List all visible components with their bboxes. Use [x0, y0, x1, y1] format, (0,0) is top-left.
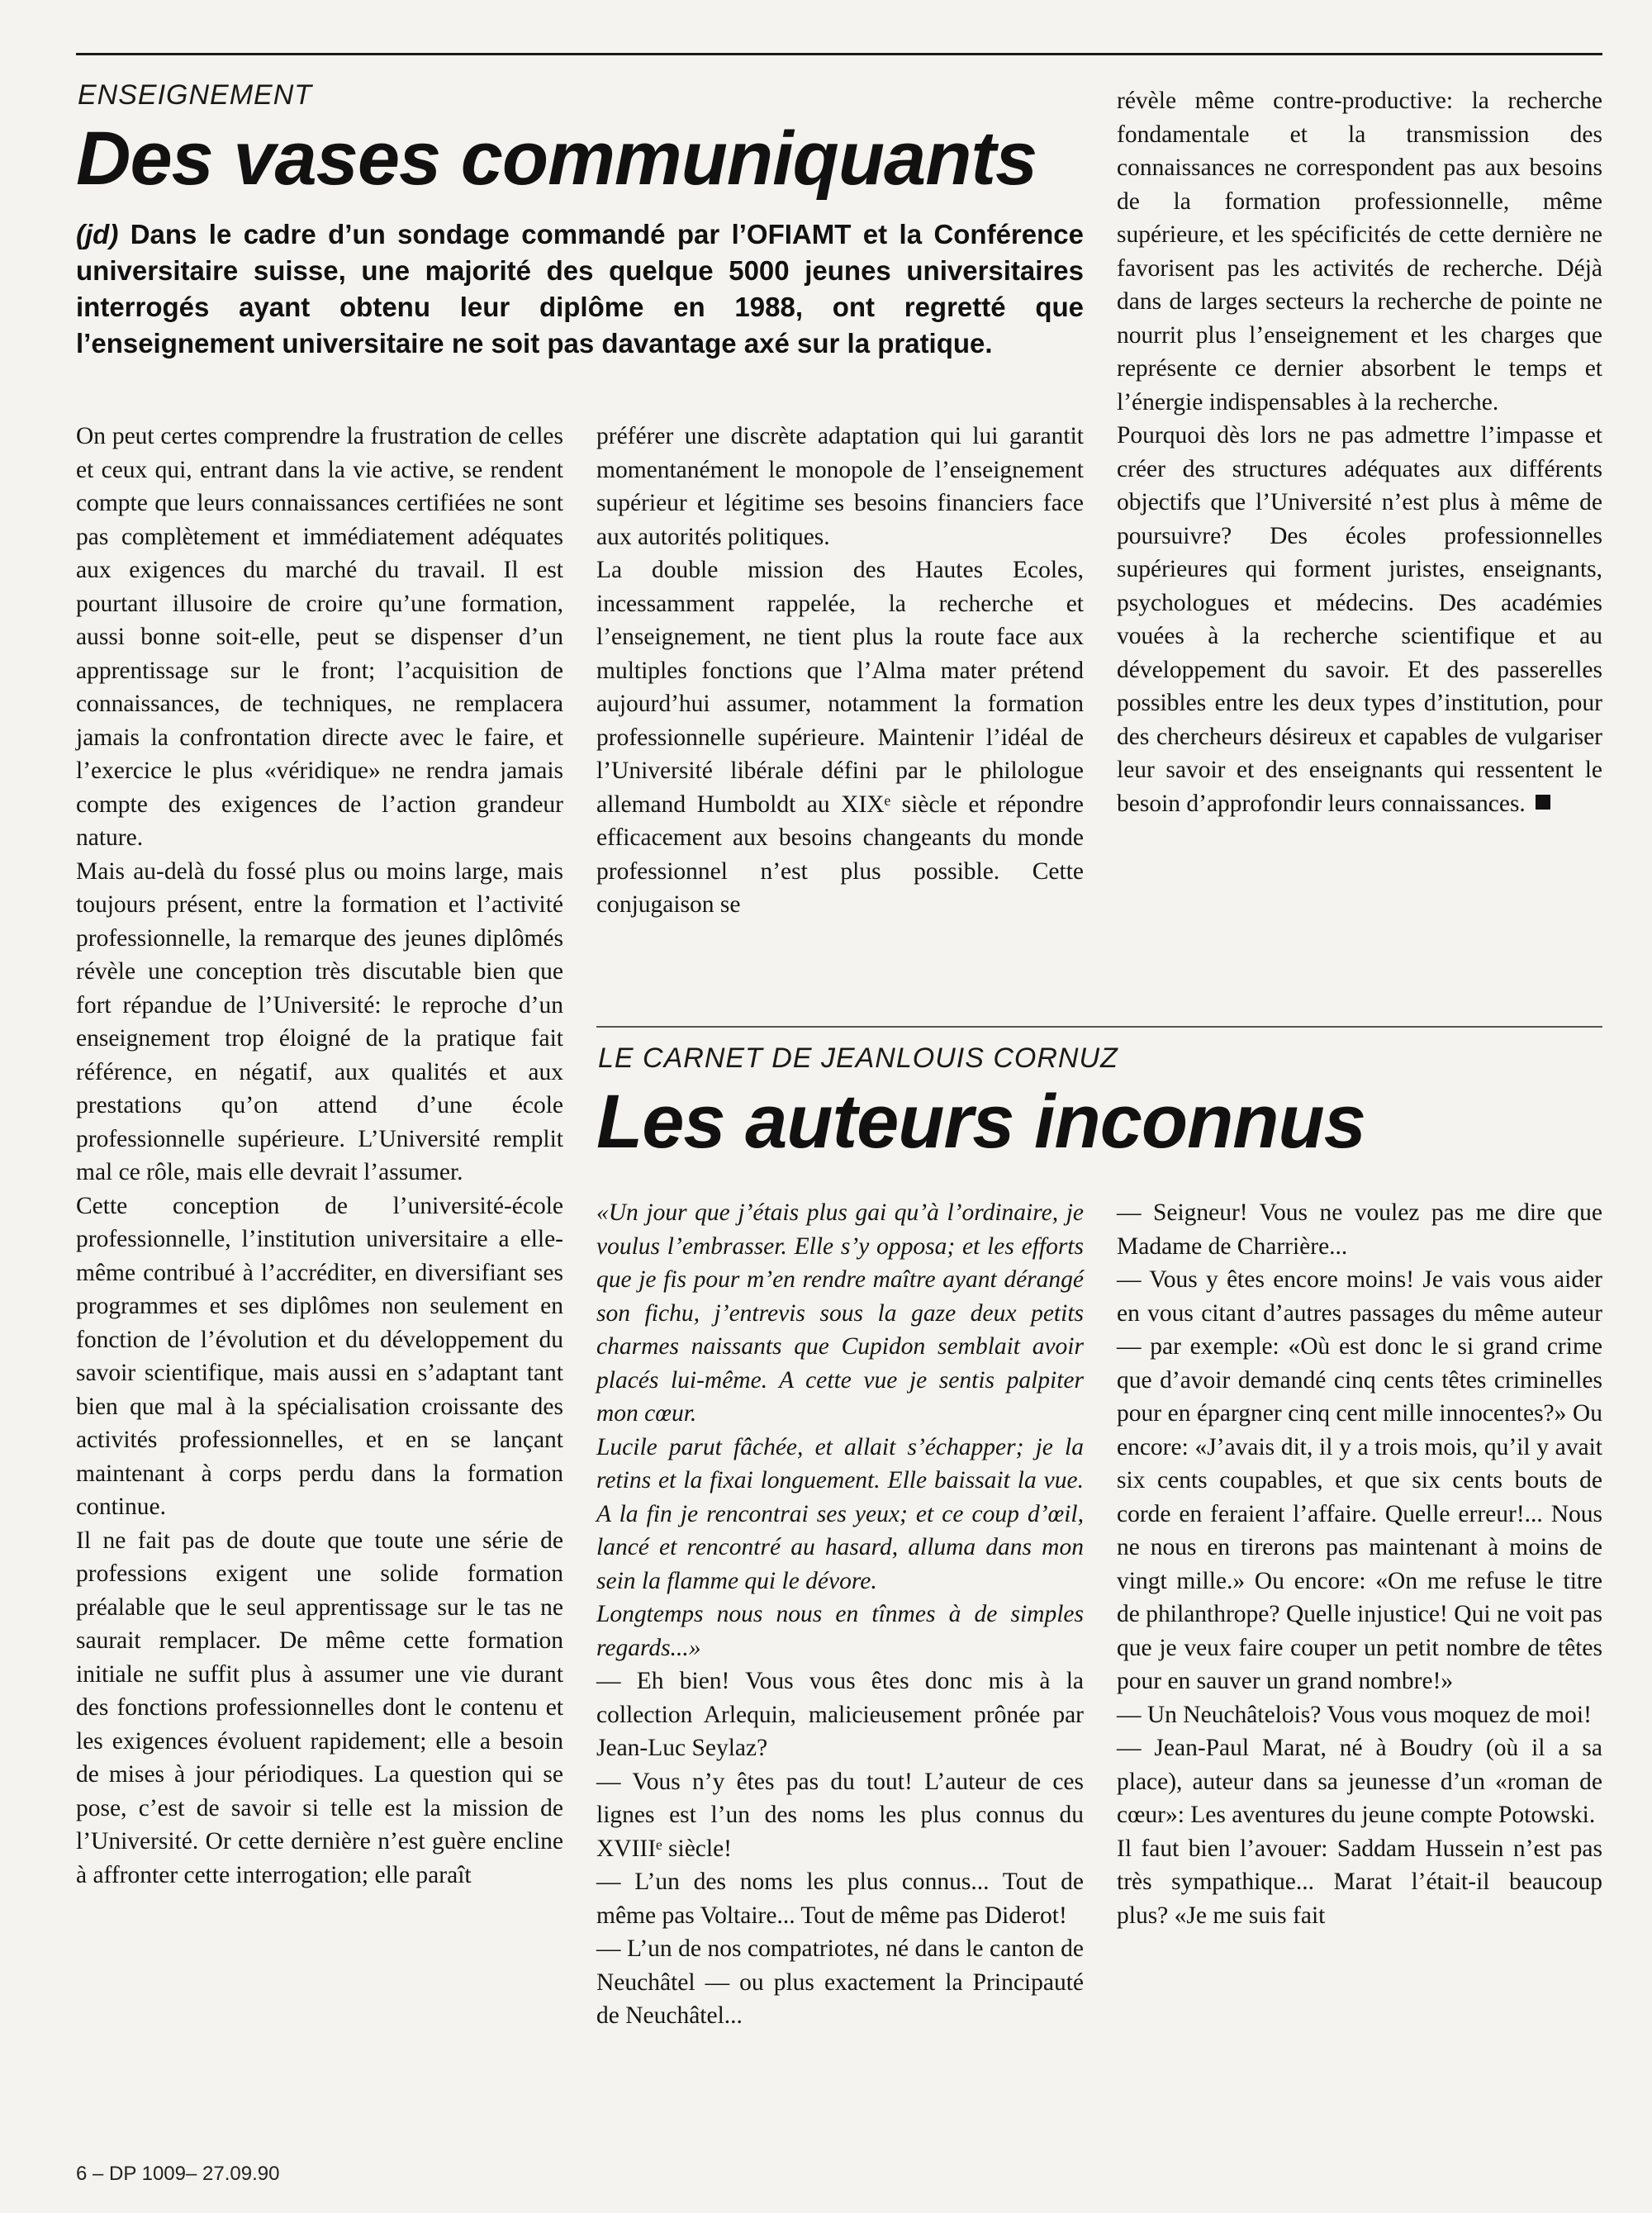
article-lead — [76, 216, 1084, 362]
paragraph: révèle même contre-productive: la recherche fondamentale et la transmission des connaissances ne correspondent pas aux besoins de la formation professionnelle, même supérieure, et les spécificités de cette dernière ne favorisent pas les activités de recherche. Déjà dans de larges secteurs la recherche de pointe ne nourrit plus l’enseignement et les charges que représente ce dernier absorbent le temps et l’énergie indispensables à la recherche. — [1117, 88, 1602, 416]
paragraph: préférer une discrète adaptation qui lui garantit momentanément le monopole de l’enseignement supérieur et légitime ses besoins financiers face aux autorités politiques. — [596, 423, 1084, 550]
paragraph: Cette conception de l’université-école professionnelle, l’institution universitaire a elle-même contribué à l’accréditer, en diversifiant ses programmes et ses diplômes non seulement en fonction de l’évolution et du développement du savoir scientifique, mais aussi en s’adaptant tant bien que mal à la spécialisation croissante des activités professionnelles, et en se lançant maintenant à corps perdu dans la formation continue. — [76, 1192, 563, 1520]
paragraph: — Un Neuchâtelois? Vous vous moquez de moi! — [1117, 1701, 1592, 1728]
paragraph: On peut certes comprendre la frustration de celles et ceux qui, entrant dans la vie active, se rendent compte que leurs connaissances certifiées ne sont pas complètement et immédiatement adéquates aux exigences du marché du travail. Il est pourtant illusoire de croire qu’une formation, aussi bonne soit-elle, peut se dispenser d’un apprentissage sur le front; l’acquisition de connaissances, de techniques, ne remplacera jamais la confrontation directe avec le faire, et l’exercice le plus «véridique» ne rendra jamais compte des exigences de l’action grandeur nature. — [76, 423, 563, 851]
paragraph: Longtemps nous nous en tînmes à de simples regards...» — [596, 1601, 1084, 1661]
end-of-article-mark — [1536, 795, 1550, 810]
carnet-column-1 — [596, 1196, 1084, 2033]
page-footer: 6 – DP 1009– 27.09.90 — [76, 2163, 280, 2185]
paragraph: Mais au-delà du fossé plus ou moins large, mais toujours présent, entre la formation et l’activité professionnelle, la remarque des jeunes diplômés révèle une conception très discutable bien que fort répandue de l’Université: le reproche d’un enseignement trop éloigné de la pratique fait référence, en négatif, aux qualités et aux prestations qu’on attend d’une école professionnelle supérieure. L’Université remplit mal ce rôle, mais elle devrait l’assumer. — [76, 857, 563, 1185]
paragraph: — Eh bien! Vous vous êtes donc mis à la collection Arlequin, malicieusement prônée par Jean-Luc Seylaz? — [596, 1668, 1084, 1761]
top-rule — [76, 53, 1602, 55]
lead-initials: (jd) — [76, 219, 119, 249]
paragraph: La double mission des Hautes Ecoles, incessamment rappelée, la recherche et l’enseignement, ne tient plus la route face aux multiples fonctions que l’Alma mater prétend aujourd’hui assumer, notamment la formation professionnelle supérieure. Maintenir l’idéal de l’Université libérale défini par le philologue allemand Humboldt au XIXᵉ siècle et répondre efficacement aux besoins changeants du monde professionnel n’est plus possible. Cette conjugaison se — [596, 557, 1084, 918]
paragraph-text: Pourquoi dès lors ne pas admettre l’impasse et créer des structures adéquates aux différents objectifs que l’Université n’est plus à même de poursuivre? Des écoles professionnelles supérieures qui forment juristes, enseignants, psychologues et médecins. Des académies vouées à la recherche scientifique et au développement du savoir. Et des passerelles possibles entre les deux types d’institution, pour des chercheurs désireux et capables de vulgariser leur savoir et des enseignants qui ressentent le besoin d’approfondir leurs connaissances. — [1117, 422, 1602, 817]
column-title: Les auteurs inconnus — [596, 1080, 1365, 1164]
section-label: ENSEIGNEMENT — [78, 79, 313, 111]
article-column-3 — [1117, 84, 1602, 820]
paragraph: — Jean-Paul Marat, né à Boudry (où il a sa place), auteur dans sa jeunesse d’un «roman de cœur»: Les aventures du jeune compte Potowski. — [1117, 1735, 1602, 1828]
paragraph: — Vous n’y êtes pas du tout! L’auteur de ces lignes est l’un des noms les plus connus du XVIIIᵉ siècle! — [596, 1768, 1084, 1862]
article-title: Des vases communiquants — [76, 116, 1037, 201]
carnet-column-2 — [1117, 1196, 1602, 1932]
lead-text: Dans le cadre d’un sondage commandé par l’OFIAMT et la Conférence universitaire suisse, une majorité des quelque 5000 jeunes universitaires interrogés ayant obtenu leur diplôme en 1988, ont regretté que l’enseignement universitaire ne soit pas davantage axé sur la pratique. — [76, 219, 1084, 359]
paragraph: Lucile parut fâchée, et allait s’échapper; je la retins et la fixai longuement. Elle baissait la vue. A la fin je rencontrai ses yeux; et ce coup d’œil, lancé et rencontré au hasard, alluma dans mon sein la flamme qui le dévore. — [596, 1433, 1084, 1594]
paragraph: — Seigneur! Vous ne voulez pas me dire que Madame de Charrière... — [1117, 1199, 1602, 1260]
article-column-1 — [76, 420, 563, 1892]
paragraph: Il ne fait pas de doute que toute une série de professions exigent une solide formation préalable que le seul apprentissage sur le tas ne saurait remplacer. De même cette formation initiale ne suffit plus à assumer une vie durant des fonctions professionnelles dont le contenu et les exigences évoluent rapidement; elle a besoin de mises à jour périodiques. La question qui se pose, c’est de savoir si telle est la mission de l’Université. Or cette dernière n’est guère encline à affronter cette interrogation; elle paraît — [76, 1527, 563, 1888]
section-divider — [596, 1026, 1602, 1028]
paragraph: — L’un des noms les plus connus... Tout de même pas Voltaire... Tout de même pas Diderot! — [596, 1869, 1084, 1929]
column-label: LE CARNET DE JEANLOUIS CORNUZ — [598, 1042, 1118, 1074]
paragraph: «Un jour que j’étais plus gai qu’à l’ordinaire, je voulus l’embrasser. Elle s’y opposa; et les efforts que je fis pour m’en rendre maître ayant dérangé son fichu, j’entrevis sous la gaze deux petits charmes naissants que Cupidon semblait avoir placés lui-même. A cette vue je sentis palpiter mon cœur. — [596, 1199, 1084, 1427]
paragraph — [1117, 419, 1602, 820]
paragraph: — Vous y êtes encore moins! Je vais vous aider en vous citant d’autres passages du même auteur — par exemple: «Où est donc le si grand crime que d’avoir demandé cinq cents têtes criminelles pour en épargner cinq cent mille innocentes?» Ou encore: «J’avais dit, il y a trois mois, qu’il y avait six cents coupables, et que six cents bouts de corde en feraient l’affaire. Quelle erreur!... Nous ne nous en tirerons pas maintenant à moins de vingt mille.» Ou encore: «On me refuse le titre de philanthrope? Quelle injustice! Qui ne voit pas que je veux faire couper un petit nombre de têtes pour en sauver un grand nombre!» — [1117, 1266, 1602, 1694]
paragraph: Il faut bien l’avouer: Saddam Hussein n’est pas très sympathique... Marat l’était-il beaucoup plus? «Je me suis fait — [1117, 1835, 1602, 1929]
article-column-2 — [596, 420, 1084, 922]
paragraph: — L’un de nos compatriotes, né dans le canton de Neuchâtel — ou plus exactement la Principauté de Neuchâtel... — [596, 1935, 1084, 2029]
